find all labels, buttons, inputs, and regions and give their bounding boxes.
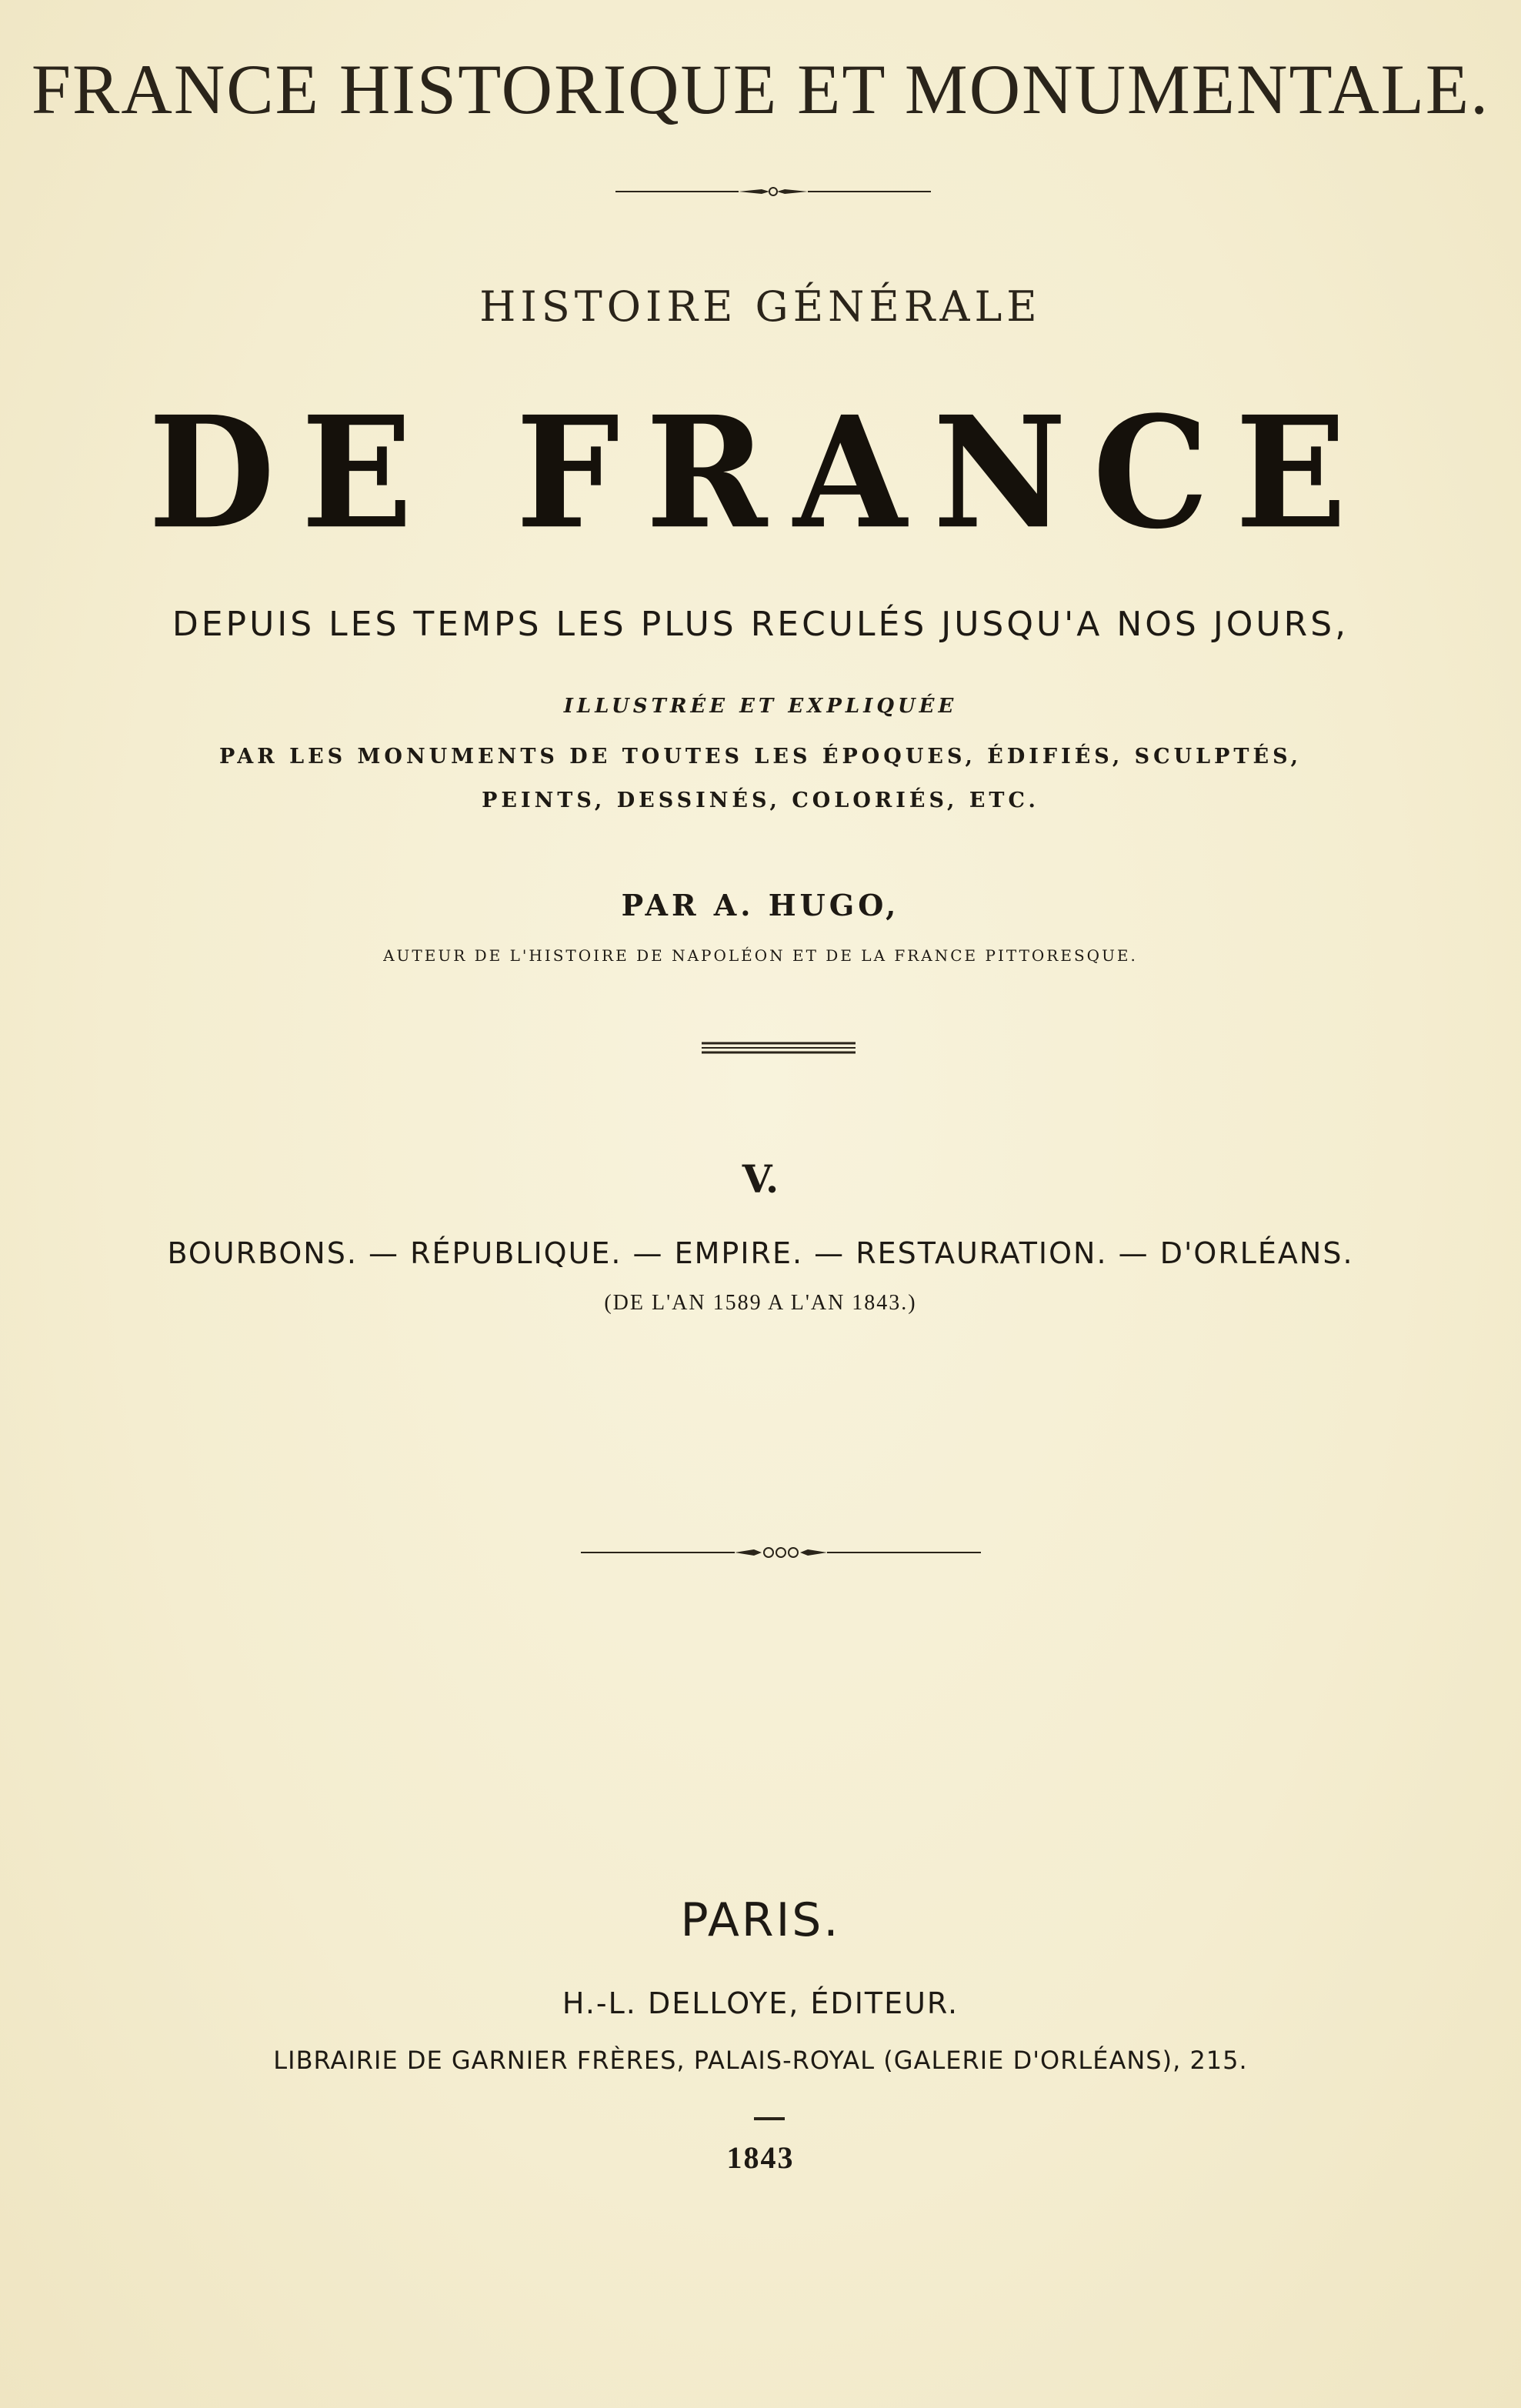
monuments-line-1: PAR LES MONUMENTS DE TOUTES LES ÉPOQUES, ÉDIFIÉS, SCULPTÉS, bbox=[218, 745, 1303, 769]
series-title: FRANCE HISTORIQUE ET MONUMENTALE. bbox=[31, 50, 1490, 128]
publisher: H.-L. DELLOYE, ÉDITEUR. bbox=[562, 1986, 959, 2020]
double-rule-ornament bbox=[702, 1040, 856, 1056]
subtitle: HISTOIRE GÉNÉRALE bbox=[479, 282, 1042, 331]
illustrated-line: ILLUSTRÉE ET EXPLIQUÉE bbox=[563, 695, 958, 718]
author-credit: AUTEUR DE L'HISTOIRE DE NAPOLÉON ET DE LA FRANCE PITTORESQUE. bbox=[383, 946, 1138, 965]
city: PARIS. bbox=[680, 1893, 841, 1947]
author-line: PAR A. HUGO, bbox=[621, 888, 900, 922]
top-ornament-rule bbox=[615, 186, 931, 197]
short-rule bbox=[754, 2117, 785, 2120]
date-range-line: DEPUIS LES TEMPS LES PLUS RECULÉS JUSQU'A NOS JOURS, bbox=[172, 605, 1349, 644]
dynasties-line: BOURBONS. — RÉPUBLIQUE. — EMPIRE. — RESTAURATION. — D'ORLÉANS. bbox=[167, 1236, 1354, 1270]
main-title: DE FRANCE bbox=[148, 382, 1373, 563]
bookseller: LIBRAIRIE DE GARNIER FRÈRES, PALAIS-ROYAL (GALERIE D'ORLÉANS), 215. bbox=[273, 2046, 1248, 2075]
publication-year: 1843 bbox=[726, 2140, 795, 2175]
years-line: (DE L'AN 1589 A L'AN 1843.) bbox=[604, 1291, 917, 1315]
volume-number: V. bbox=[742, 1156, 779, 1202]
monuments-line-2: PEINTS, DESSINÉS, COLORIÉS, ETC. bbox=[482, 789, 1039, 812]
middle-ornament-rule bbox=[581, 1546, 981, 1559]
